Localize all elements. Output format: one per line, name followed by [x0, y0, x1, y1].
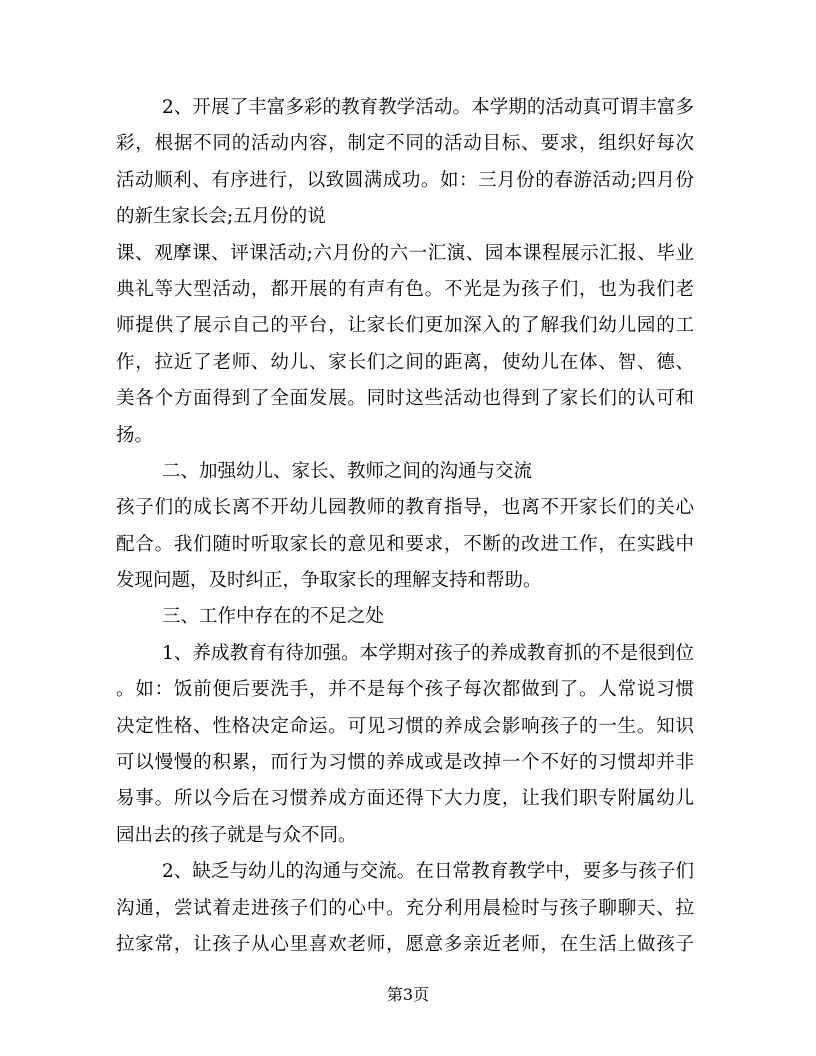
- paragraph-line: 彩，根据不同的活动内容，制定不同的活动目标、要求，组织好每次: [116, 133, 694, 155]
- paragraph-line: 园出去的孩子就是与众不同。: [116, 824, 357, 846]
- paragraph-line: 发现问题，及时纠正，争取家长的理解支持和帮助。: [116, 570, 542, 592]
- section-heading: 三、工作中存在的不足之处: [162, 606, 385, 628]
- paragraph-line: 。如：饭前便后要洗手，并不是每个孩子每次都做到了。人常说习惯: [116, 679, 694, 701]
- body-text: [116, 90, 694, 963]
- paragraph-line: 沟通，尝试着走进孩子们的心中。充分利用晨检时与孩子聊聊天、拉: [116, 897, 694, 919]
- page-number: 第3页: [386, 985, 430, 1004]
- paragraph-line: 美各个方面得到了全面发展。同时这些活动也得到了家长们的认可和: [116, 388, 694, 410]
- paragraph-line: 可以慢慢的积累，而行为习惯的养成或是改掉一个不好的习惯却并非: [116, 752, 694, 774]
- paragraph-line: 孩子们的成长离不开幼儿园教师的教育指导，也离不开家长们的关心: [116, 497, 694, 519]
- paragraph-line: 典礼等大型活动，都开展的有声有色。不光是为孩子们，也为我们老: [116, 278, 694, 300]
- paragraph-line: 作，拉近了老师、幼儿、家长们之间的距离，使幼儿在体、智、德、: [116, 351, 694, 373]
- paragraph-line: 2、开展了丰富多彩的教育教学活动。本学期的活动真可谓丰富多: [162, 97, 694, 118]
- paragraph-line: 课、观摩课、评课活动;六月份的六一汇演、园本课程展示汇报、毕业: [116, 242, 694, 264]
- paragraph-line: 1、养成教育有待加强。本学期对孩子的养成教育抓的不是很到位: [162, 642, 694, 664]
- paragraph-line: 拉家常，让孩子从心里喜欢老师，愿意多亲近老师，在生活上做孩子: [116, 933, 694, 955]
- paragraph-line: 师提供了展示自己的平台，让家长们更加深入的了解我们幼儿园的工: [116, 315, 694, 337]
- paragraph-line: 决定性格、性格决定命运。可见习惯的养成会影响孩子的一生。知识: [116, 715, 694, 737]
- paragraph-line: 活动顺利、有序进行，以致圆满成功。如：三月份的春游活动;四月份: [116, 169, 694, 191]
- paragraph-line: 配合。我们随时听取家长的意见和要求，不断的改进工作，在实践中: [116, 533, 694, 555]
- paragraph-line: 的新生家长会;五月份的说: [116, 206, 326, 228]
- paragraph-line: 易事。所以今后在习惯养成方面还得下大力度，让我们职专附属幼儿: [116, 788, 694, 810]
- paragraph-line: 2、缺乏与幼儿的沟通与交流。在日常教育教学中，要多与孩子们: [162, 861, 694, 883]
- paragraph-line: 扬。: [116, 424, 154, 446]
- section-heading: 二、加强幼儿、家长、教师之间的沟通与交流: [162, 460, 533, 482]
